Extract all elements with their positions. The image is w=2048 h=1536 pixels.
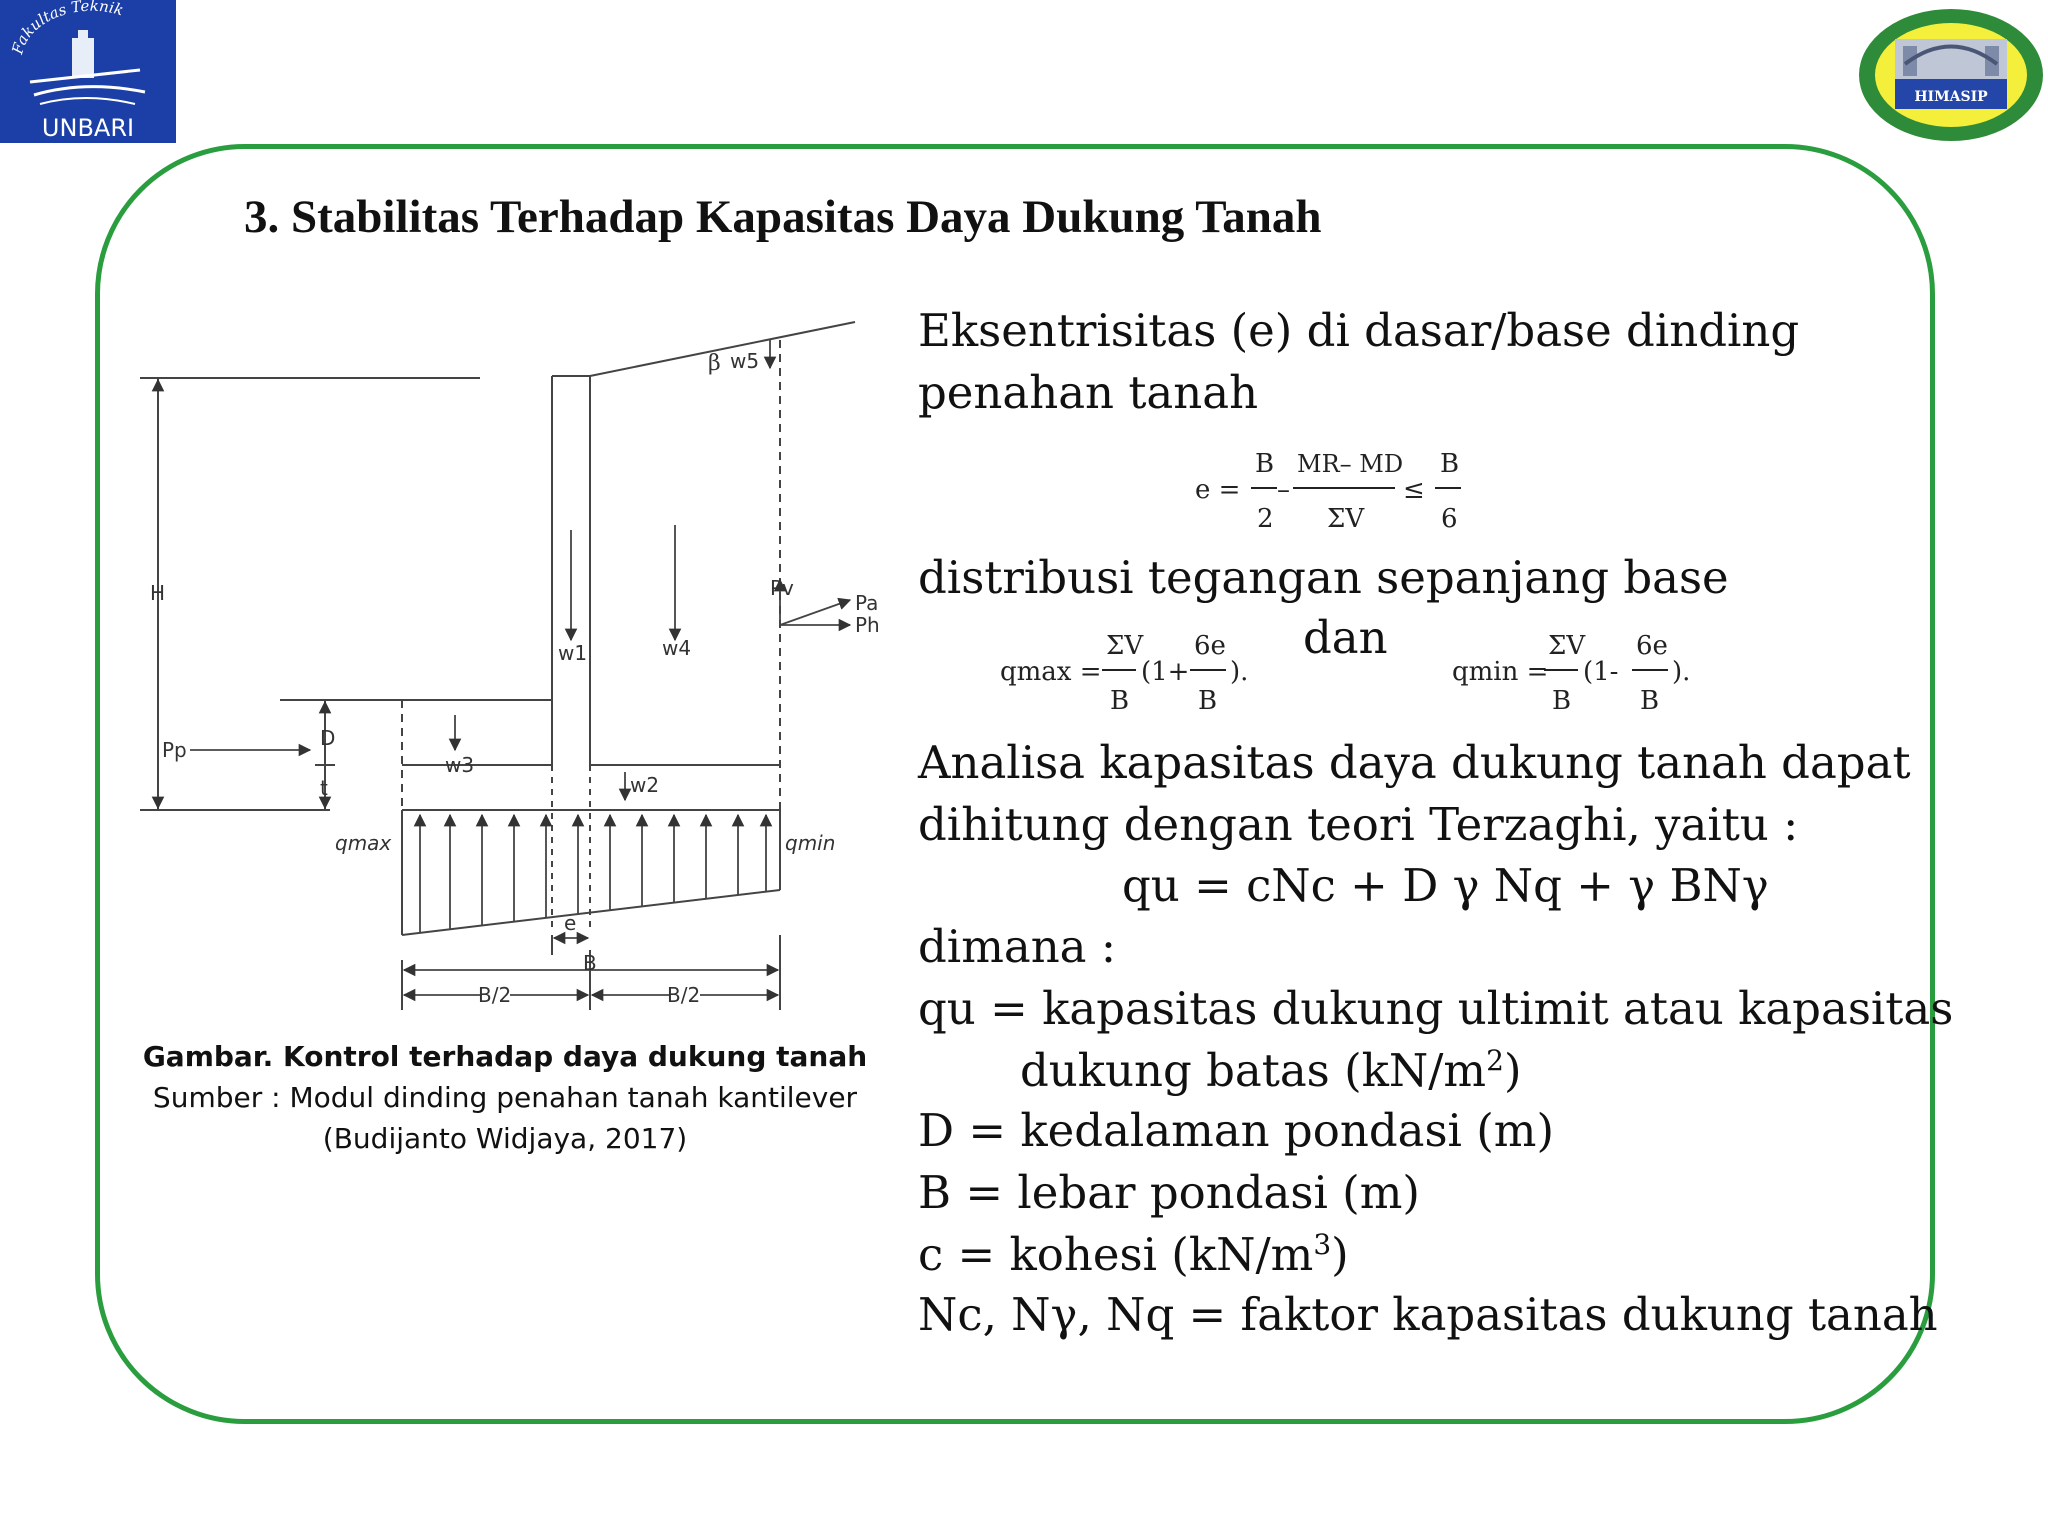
qmax-inner-num: 6e: [1194, 631, 1226, 661]
label-e: e: [564, 911, 577, 935]
label-w5: w5: [730, 349, 760, 373]
label-beta: β: [708, 351, 721, 376]
logo-arc-text: Fakultas Teknik: [8, 0, 126, 57]
qu-unit-exponent: 2: [1486, 1044, 1504, 1077]
label-t: t: [320, 776, 328, 800]
label-w3: w3: [445, 753, 475, 777]
formula-e-f3-num: B: [1440, 449, 1460, 479]
qu-definition-line-2: [1020, 1044, 1522, 1097]
label-Pv: Pv: [770, 576, 794, 600]
qmin-close: ).: [1672, 657, 1691, 687]
qmin-inner-den: B: [1640, 686, 1660, 716]
eksentrisitas-line-2: penahan tanah: [918, 366, 1259, 419]
logo-name: HIMASIP: [1914, 89, 1988, 105]
qu-unit-close: ): [1503, 1044, 1522, 1097]
qmax-formula: [996, 624, 1266, 716]
c-unit-text: c = kohesi (kN/m: [918, 1228, 1314, 1281]
label-w1: w1: [558, 641, 588, 665]
figure-caption: [130, 1036, 880, 1159]
c-unit-close: ): [1331, 1228, 1349, 1281]
caption-author: (Budijanto Widjaya, 2017): [322, 1122, 688, 1155]
eksentrisitas-line-1: Eksentrisitas (e) di dasar/base dinding: [918, 304, 1800, 357]
formula-e-f3-den: 6: [1441, 504, 1458, 534]
formula-e-leq: ≤: [1403, 475, 1425, 505]
c-definition: [918, 1228, 1349, 1281]
analisa-line-1: Analisa kapasitas daya dukung tanah dapat: [918, 736, 1911, 789]
qmin-num: ΣV: [1548, 631, 1586, 661]
distribusi-line: distribusi tegangan sepanjang base: [918, 551, 1729, 604]
formula-e-lhs: e =: [1195, 475, 1241, 505]
qmax-num: ΣV: [1106, 631, 1144, 661]
qu-unit-text: dukung batas (kN/m: [1020, 1044, 1487, 1097]
dimana-label: dimana :: [918, 920, 1116, 973]
label-D: D: [320, 726, 336, 750]
qmin-inner-num: 6e: [1636, 631, 1668, 661]
qmax-open: (1+: [1141, 657, 1190, 687]
c-unit-exponent: 3: [1313, 1228, 1332, 1261]
formula-e-minus: –: [1277, 475, 1290, 505]
N-factors-definition: Nc, Nγ, Nq = faktor kapasitas dukung tanah: [918, 1288, 1938, 1341]
qmin-lhs: qmin =: [1452, 657, 1549, 687]
unbari-faculty-logo: [0, 0, 176, 143]
label-Pp: Pp: [162, 738, 187, 762]
label-B2-left: B/2: [478, 983, 512, 1007]
formula-e-f1-den: 2: [1257, 504, 1274, 534]
formula-e-f2-num: MR– MD: [1297, 450, 1404, 478]
label-qmin: qmin: [785, 831, 836, 855]
caption-source: Sumber : Modul dinding penahan tanah kantilever: [152, 1081, 858, 1114]
qmin-den: B: [1552, 686, 1572, 716]
formula-e-f2-den: ΣV: [1327, 504, 1365, 534]
label-qmax: qmax: [335, 831, 392, 855]
eccentricity-formula: [1185, 442, 1465, 534]
label-B2-right: B/2: [667, 983, 701, 1007]
himasip-logo: [1855, 4, 2047, 146]
qmax-lhs: qmax =: [1000, 657, 1102, 687]
qmin-open: (1-: [1583, 657, 1619, 687]
caption-title: Gambar. Kontrol terhadap daya dukung tanah: [142, 1040, 868, 1073]
B-definition: B = lebar pondasi (m): [918, 1166, 1420, 1219]
qu-definition-line-1: qu = kapasitas dukung ultimit atau kapasitas: [918, 982, 1954, 1035]
label-H: H: [150, 581, 166, 605]
qmin-formula: [1450, 624, 1700, 716]
label-Ph: Ph: [855, 613, 880, 637]
label-w4: w4: [662, 636, 692, 660]
terzaghi-equation: qu = cNc + D γ Nq + γ BNγ: [1122, 859, 1769, 912]
slide-title: 3. Stabilitas Terhadap Kapasitas Daya Dukung Tanah: [244, 191, 1322, 243]
qmax-den: B: [1110, 686, 1130, 716]
qmax-inner-den: B: [1198, 686, 1218, 716]
qmax-close: ).: [1230, 657, 1249, 687]
label-Pa: Pa: [855, 591, 879, 615]
logo-name: UNBARI: [41, 114, 135, 142]
retaining-wall-diagram: [130, 310, 910, 1030]
label-B: B: [583, 951, 597, 975]
analisa-line-2: dihitung dengan teori Terzaghi, yaitu :: [918, 798, 1799, 851]
label-w2: w2: [630, 773, 660, 797]
D-definition: D = kedalaman pondasi (m): [918, 1104, 1555, 1157]
dan-word: dan: [1303, 611, 1388, 664]
formula-e-f1-num: B: [1255, 449, 1275, 479]
